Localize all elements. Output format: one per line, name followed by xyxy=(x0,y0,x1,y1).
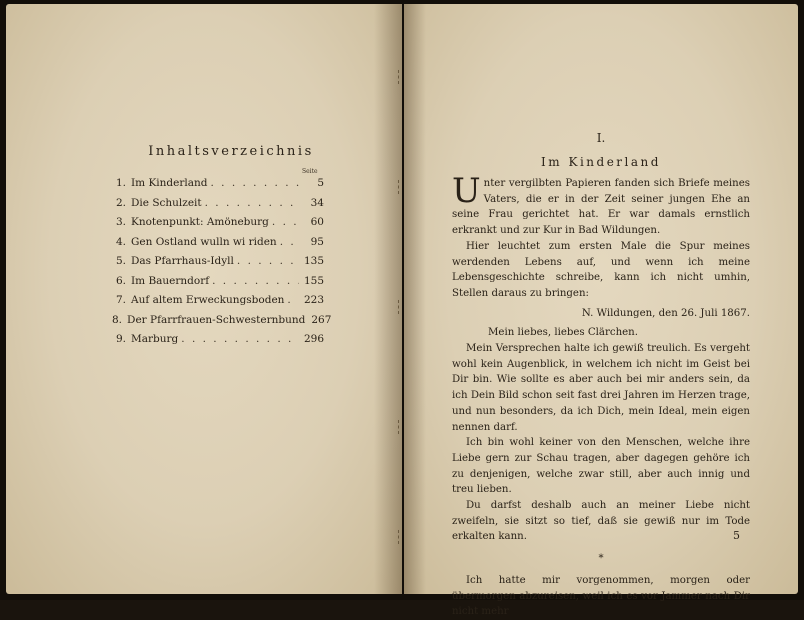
toc-entry-title: Im Kinderland xyxy=(131,177,208,189)
toc-leader-dots xyxy=(287,294,299,306)
toc-entry-title: Die Schulzeit xyxy=(131,196,202,209)
toc-entry-number: 8. xyxy=(112,313,123,326)
toc-entry-number: 5. xyxy=(115,255,126,267)
toc-entry[interactable] xyxy=(112,313,332,334)
toc-entry[interactable] xyxy=(112,275,324,295)
toc-entry[interactable] xyxy=(112,177,324,197)
toc-entry[interactable] xyxy=(112,236,324,256)
toc-entry-number: 6. xyxy=(115,274,126,287)
opening-paragraph-text: nter vergilbten Papieren fanden sich Briefe meines Vaters, die er in der Zeit seiner jungen Ehe an seine Frau gerichtet hat. Er war damals ernstlich erkrankt und zur Kur in Bad Wildungen. xyxy=(452,178,750,237)
toc-leader-dots xyxy=(212,275,299,287)
letter-paragraph: Du darfst deshalb auch an meiner Liebe nicht zweifeln, sie sitzt so tief, daß sie gewiß nur im Tode erkalten kann. xyxy=(452,500,750,543)
toc-entry-page: 60 xyxy=(310,216,324,228)
toc-entry-title: Das Pfarrhaus-Idyll xyxy=(131,255,234,267)
toc-entry[interactable] xyxy=(112,255,324,275)
gutter-shadow xyxy=(374,4,402,594)
left-page xyxy=(6,4,402,594)
toc-entry-title: Marburg xyxy=(131,333,179,345)
toc-entry-number: 3. xyxy=(115,216,126,228)
toc-leader-dots xyxy=(280,236,299,248)
toc-list xyxy=(112,177,332,353)
toc-entry-page: 223 xyxy=(303,294,324,306)
page-column-label: Seite xyxy=(302,168,318,175)
toc-leader-dots xyxy=(181,333,299,345)
toc-entry-page: 296 xyxy=(303,333,324,345)
chapter-title: Im Kinderland xyxy=(541,155,661,169)
toc-entry-page: 34 xyxy=(310,196,324,209)
toc-entry[interactable] xyxy=(112,333,324,353)
paragraph: Hier leuchtet zum ersten Male die Spur meines werdenden Lebens auf, und wenn ich meine Lebensgeschichte schreibe, kann ich nicht umhin, Stellen daraus zu bringen: xyxy=(452,240,750,299)
toc-leader-dots xyxy=(205,197,299,209)
toc-leader-dots xyxy=(237,255,299,267)
toc-leader-dots xyxy=(272,216,299,228)
chapter-number: I. xyxy=(596,131,606,145)
opening-paragraph xyxy=(452,171,750,239)
page-number: 5 xyxy=(733,529,740,542)
toc-entry-page: 155 xyxy=(303,274,324,287)
toc-entry-number: 9. xyxy=(115,333,126,345)
toc-heading: Inhaltsverzeichnis xyxy=(148,144,314,159)
toc-entry-page: 267 xyxy=(311,313,332,326)
toc-entry[interactable] xyxy=(112,294,324,314)
letter-salutation: Mein liebes, liebes Clärchen. xyxy=(488,327,638,339)
chapter-body xyxy=(452,171,750,620)
letter-dateline: N. Wildungen, den 26. Juli 1867. xyxy=(581,307,750,319)
toc-entry-title: Der Pfarrfrauen-Schwesternbund xyxy=(127,313,306,326)
toc-entry-title: Gen Ostland wulln wi riden xyxy=(131,235,277,248)
toc-entry[interactable] xyxy=(112,197,324,217)
right-page xyxy=(404,4,798,618)
letter-paragraph: Ich hatte mir vorgenommen, morgen oder übermorgen abzureisen, weil ich es vor Jammer nach Dir nicht mehr xyxy=(452,574,750,618)
drop-cap: U xyxy=(452,171,481,211)
toc-entry-title: Knotenpunkt: Amöneburg xyxy=(131,216,269,228)
toc-entry-title: Auf altem Erweckungsboden xyxy=(131,294,285,306)
gutter-shadow xyxy=(404,4,426,594)
toc-entry-page: 95 xyxy=(310,235,324,248)
toc-entry[interactable] xyxy=(112,216,324,236)
toc-entry-page: 5 xyxy=(317,177,324,189)
toc-entry-number: 7. xyxy=(115,294,126,306)
section-separator: * xyxy=(598,553,604,565)
toc-entry-number: 1. xyxy=(115,177,126,189)
toc-entry-number: 2. xyxy=(115,196,126,209)
letter-paragraph: Mein Versprechen halte ich gewiß treulich. Es vergeht wohl kein Augenblick, in welchem ich nicht im Geist bei Dir bin. Wie sollte es aber auch bei mir anders sein, da ich Dein Bild schon seit fast drei Jahren im Herzen trage, und nun besonders, da ich Dich, mein Ideal, mein eigen nennen darf. xyxy=(452,343,750,433)
toc-leader-dots xyxy=(210,177,299,189)
toc-entry-title: Im Bauerndorf xyxy=(131,274,210,287)
toc-entry-page: 135 xyxy=(303,255,324,267)
toc-entry-number: 4. xyxy=(115,235,126,248)
letter-paragraph: Ich bin wohl keiner von den Menschen, welche ihre Liebe gern zur Schau tragen, aber dagegen gehöre ich zu denjenigen, welche zwar still, aber auch innig und treu lieben. xyxy=(452,437,750,496)
